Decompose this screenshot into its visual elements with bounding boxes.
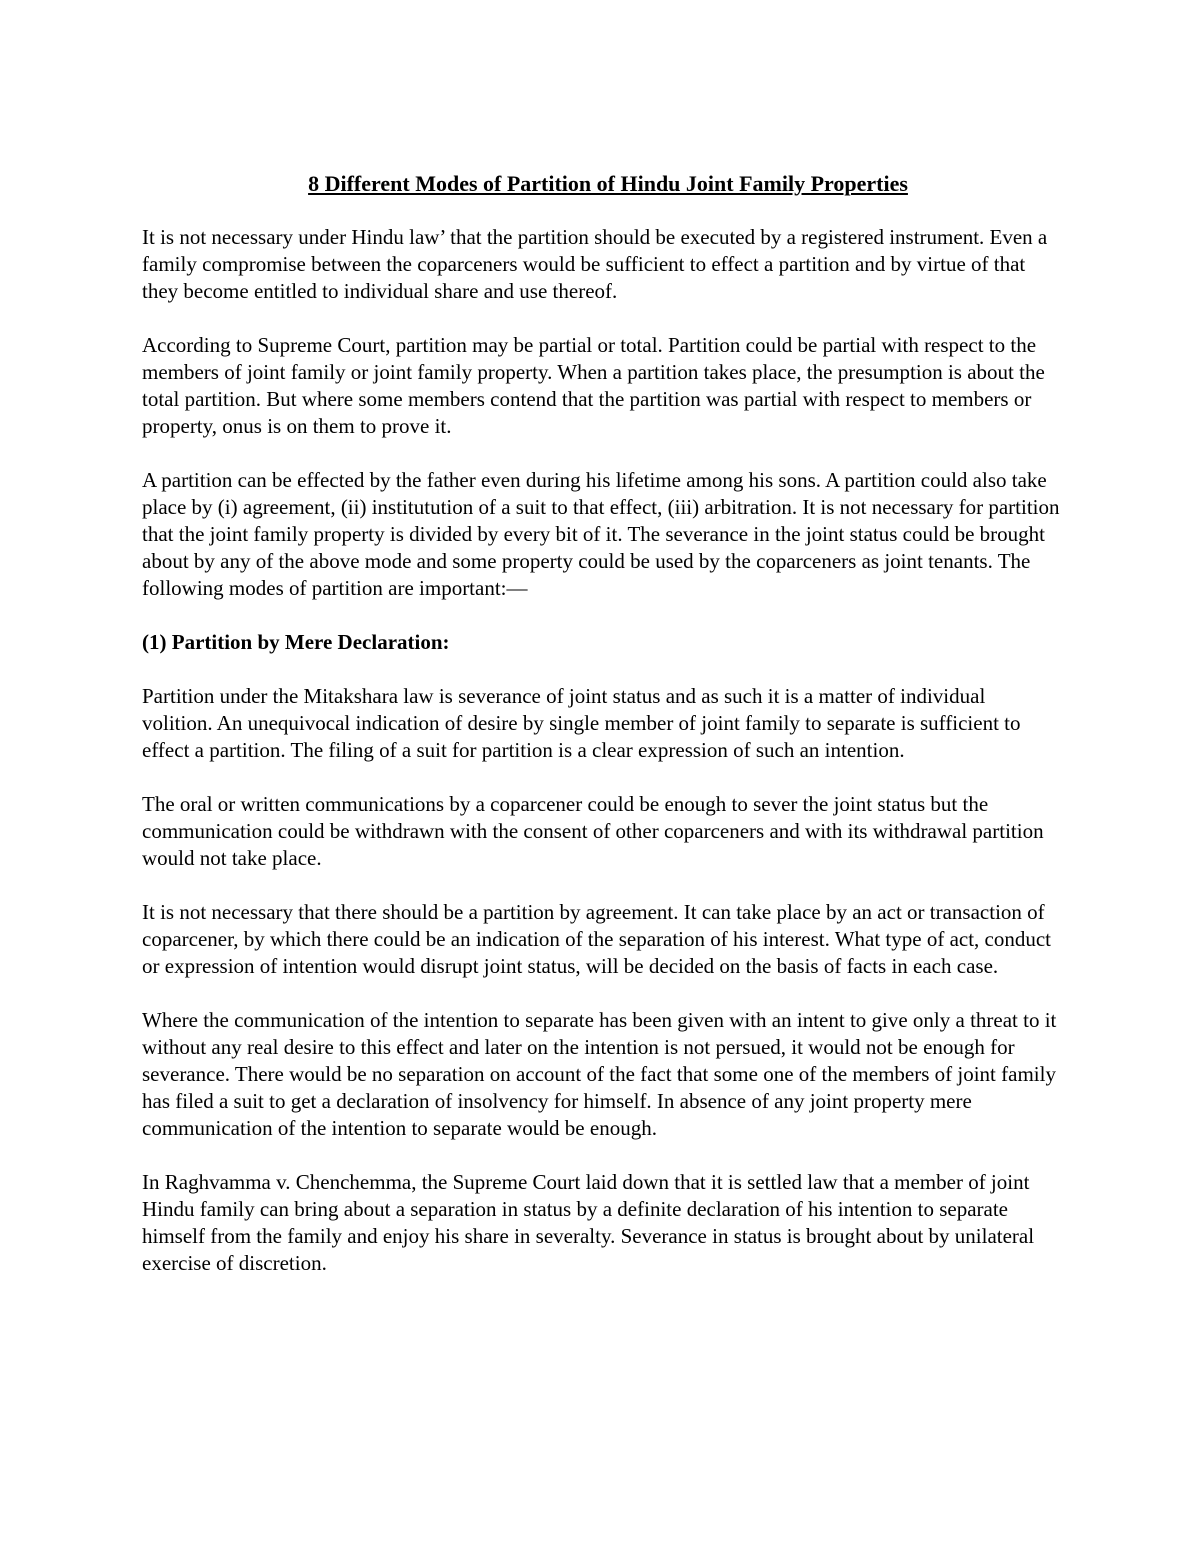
section-1-heading: (1) Partition by Mere Declaration: xyxy=(142,630,450,654)
intro-paragraph-2: According to Supreme Court, partition may be partial or total. Partition could be partial with respect to the members of joint family or joint family property. When a partition takes place, the presumption is about the total partition. But where some members contend that the partition was partial with respect to members or property, onus is on them to prove it. xyxy=(142,333,1045,438)
section-1-paragraph-4: Where the communication of the intention to separate has been given with an intent to give only a threat to it without any real desire to this effect and later on the intention is not persued, it would not be enough for severance. There would be no separation on account of the fact that some one of the members of joint family has filed a suit to get a declaration of insolvency for himself. In absence of any joint property mere communication of the intention to separate would be enough. xyxy=(142,1008,1057,1140)
intro-paragraph-3: A partition can be effected by the father even during his lifetime among his sons. A partition could also take place by (i) agreement, (ii) institutution of a suit to that effect, (iii) arbitration. It is not necessary for partition that the joint family property is divided by every bit of it. The severance in the joint status could be brought about by any of the above mode and some property could be used by the coparceners as joint tenants. The following modes of partition are important:— xyxy=(142,468,1060,600)
document-page xyxy=(142,170,1060,1304)
section-1-paragraph-1: Partition under the Mitakshara law is severance of joint status and as such it is a matter of individual volition. An unequivocal indication of desire by single member of joint family to separate is sufficient to effect a partition. The filing of a suit for partition is a clear expression of such an intention. xyxy=(142,684,1021,762)
intro-paragraph-1: It is not necessary under Hindu law’ that the partition should be executed by a registered instrument. Even a family compromise between the coparceners would be sufficient to effect a partition and by virtue of that they become entitled to individual share and use thereof. xyxy=(142,225,1048,303)
section-1-paragraph-5: In Raghvamma v. Chenchemma, the Supreme Court laid down that it is settled law that a member of joint Hindu family can bring about a separation in status by a definite declaration of his intention to separate himself from the family and enjoy his share in severalty. Severance in status is brought about by unilateral exercise of discretion. xyxy=(142,1170,1035,1275)
section-1-paragraph-2: The oral or written communications by a coparcener could be enough to sever the joint status but the communication could be withdrawn with the consent of other coparceners and with its withdrawal partition would not take place. xyxy=(142,792,1044,870)
section-1-paragraph-3: It is not necessary that there should be a partition by agreement. It can take place by an act or transaction of coparcener, by which there could be an indication of the separation of his interest. What type of act, conduct or expression of intention would disrupt joint status, will be decided on the basis of facts in each case. xyxy=(142,900,1052,978)
document-title: 8 Different Modes of Partition of Hindu Joint Family Properties xyxy=(308,171,908,196)
